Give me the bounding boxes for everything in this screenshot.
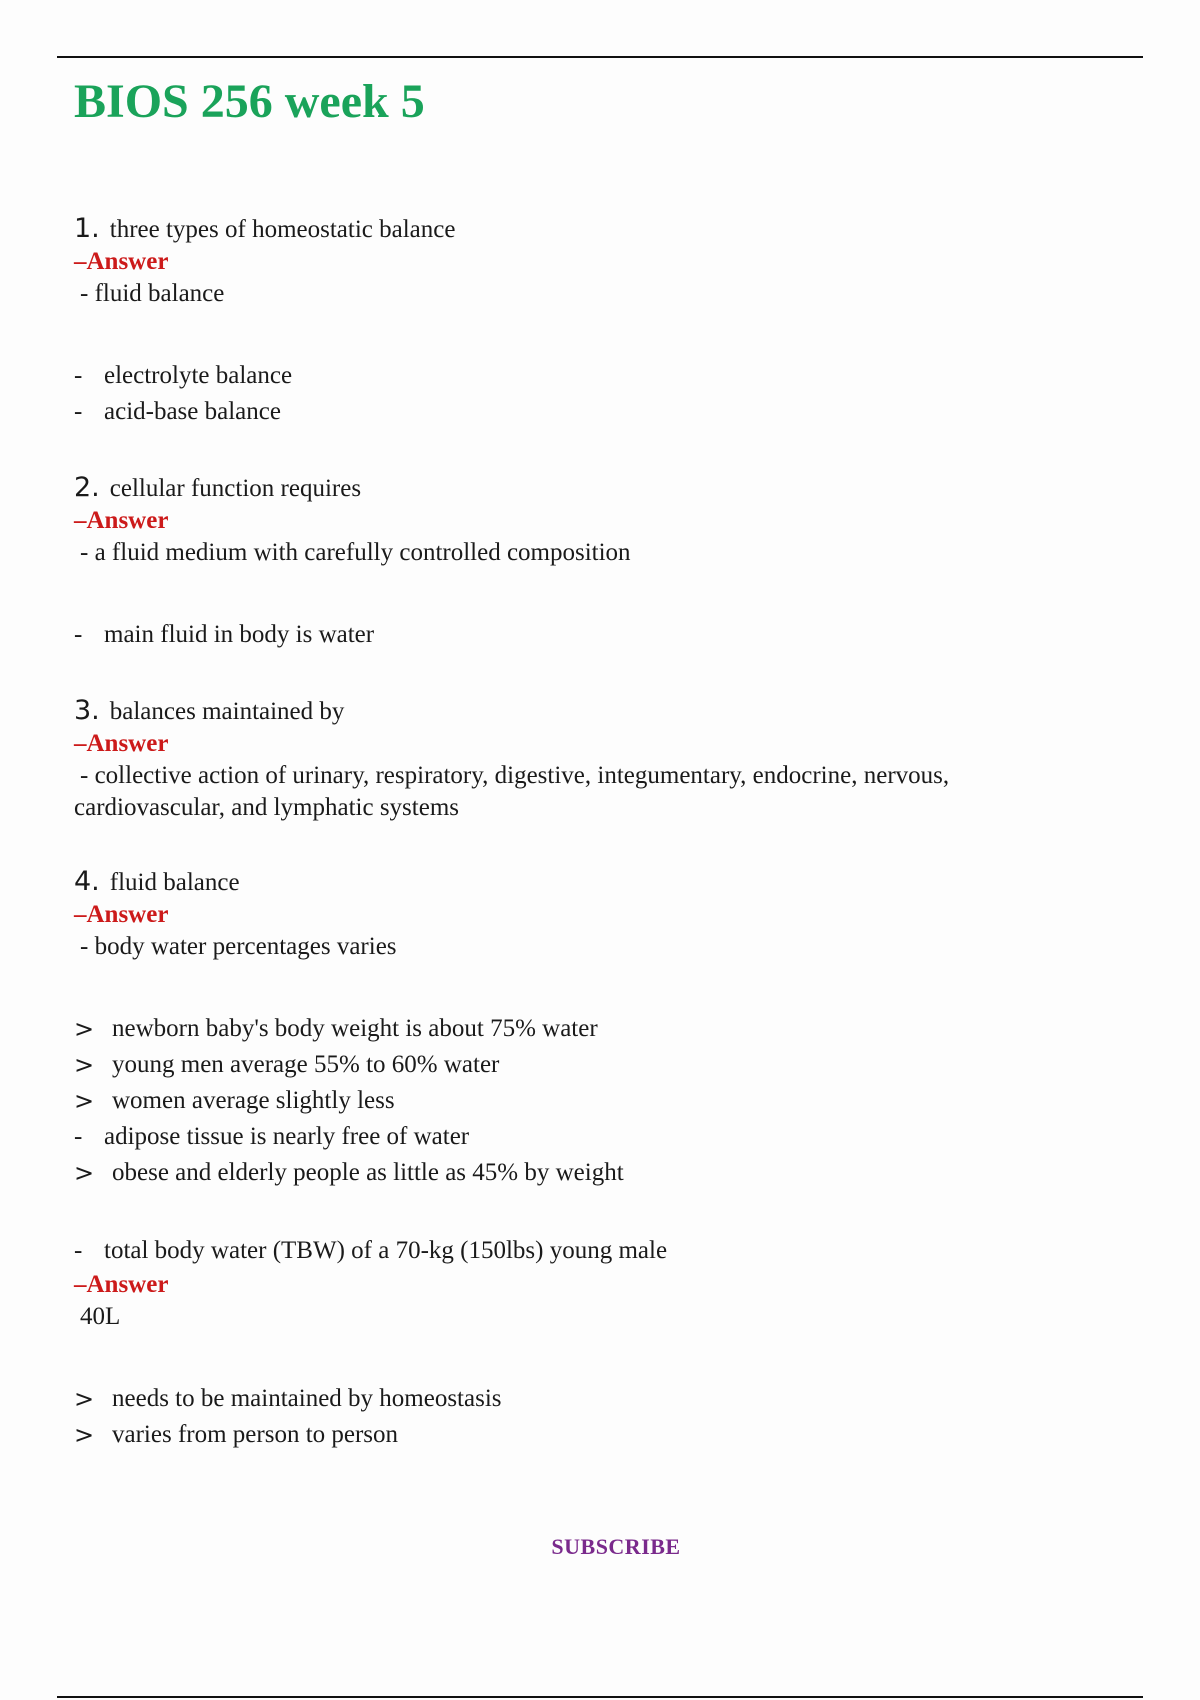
answer-text: - a fluid medium with carefully controlled composition (80, 539, 631, 566)
question-4 (74, 866, 1074, 1453)
list-item: > young men average 55% to 60% water (74, 1051, 500, 1079)
answer-text: - body water percentages varies (80, 933, 397, 960)
answer-label: –Answer (74, 1271, 169, 1298)
list-item: > varies from person to person (74, 1421, 399, 1449)
question-prompt: three types of homeostatic balance (109, 216, 456, 243)
answer-label: –Answer (74, 507, 169, 534)
answer-label: –Answer (74, 248, 169, 275)
question-3 (74, 695, 1074, 824)
list-item: - electrolyte balance (74, 362, 293, 389)
sub-question (74, 1233, 1074, 1453)
question-2 (74, 472, 1074, 653)
list-item: > needs to be maintained by homeostasis (74, 1385, 502, 1413)
list-item: - main fluid in body is water (74, 621, 375, 648)
document-body (74, 213, 1074, 1453)
question-prompt: cellular function requires (109, 475, 362, 502)
question-number: 3. (74, 695, 100, 726)
question-number: 1. (74, 213, 100, 244)
sub-question-prompt: - total body water (TBW) of a 70-kg (150lbs) young male (74, 1237, 668, 1264)
question-number: 2. (74, 472, 100, 503)
list-item: - acid-base balance (74, 398, 281, 425)
list-item: > newborn baby's body weight is about 75% water (74, 1015, 598, 1043)
list-item: > women average slightly less (74, 1087, 395, 1115)
question-number: 4. (74, 866, 100, 897)
question-prompt: balances maintained by (109, 698, 345, 725)
bottom-rule (57, 1696, 1143, 1698)
page-title: BIOS 256 week 5 (74, 75, 425, 128)
list-item: - adipose tissue is nearly free of water (74, 1123, 470, 1150)
answer-text: 40L (80, 1303, 121, 1330)
answer-text: - collective action of urinary, respiratory, digestive, integumentary, endocrine, nervous, cardiovascular, and lymphatic systems (74, 762, 956, 821)
answer-label: –Answer (74, 901, 169, 928)
answer-label: –Answer (74, 730, 169, 757)
subscribe-link[interactable]: SUBSCRIBE (551, 1534, 681, 1559)
list-item: > obese and elderly people as little as 45% by weight (74, 1159, 624, 1187)
question-prompt: fluid balance (109, 869, 240, 896)
answer-text: - fluid balance (80, 280, 225, 307)
question-1 (74, 213, 1074, 430)
top-rule (57, 56, 1143, 58)
